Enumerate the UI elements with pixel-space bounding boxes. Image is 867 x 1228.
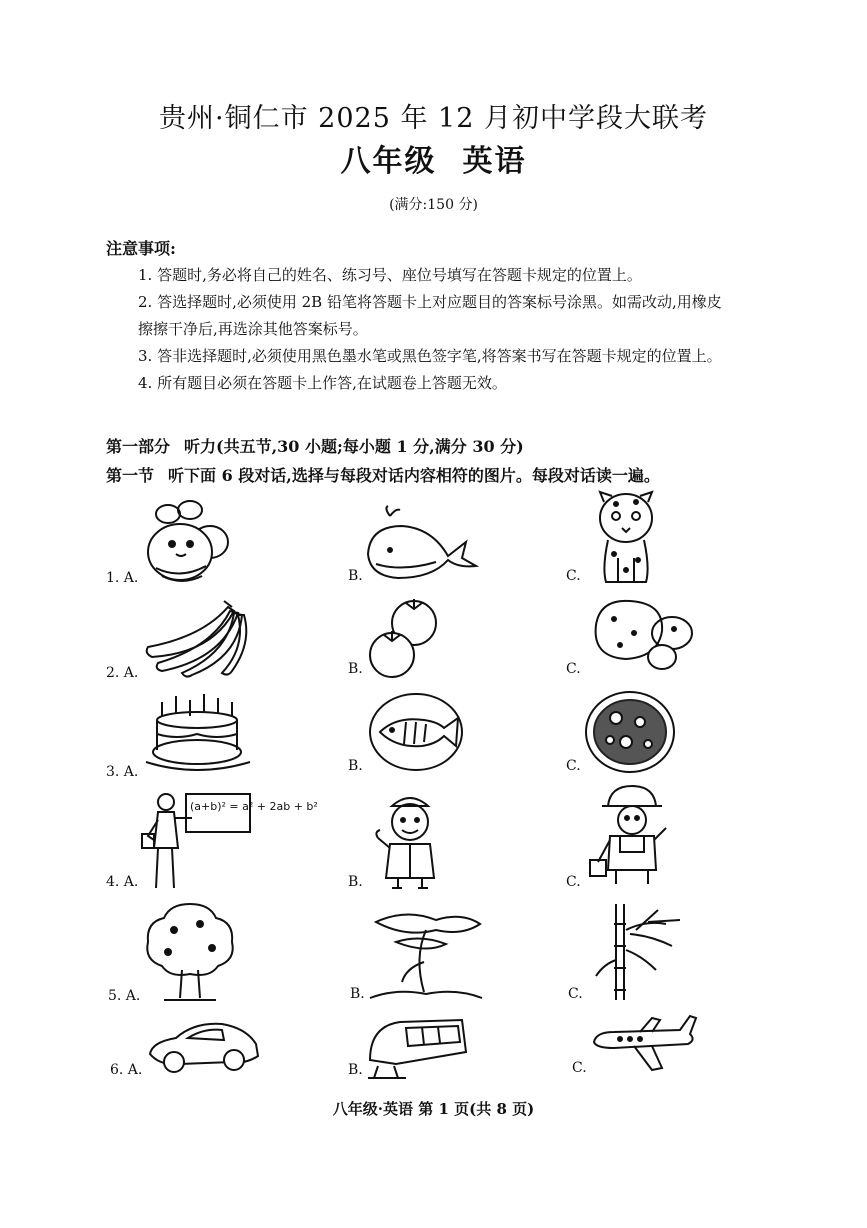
round-tree-icon bbox=[140, 900, 240, 1004]
note-item-2: 2. 答选择题时,必须使用 2B 铅笔将答题卡上对应题目的答案标号涂黑。如需改动,用橡皮 bbox=[138, 293, 722, 311]
q6-option-b bbox=[348, 1012, 488, 1082]
q1-b-label: B. bbox=[348, 568, 363, 584]
q5-a-label: 5. A. bbox=[108, 988, 141, 1004]
q4-b-label: B. bbox=[348, 874, 363, 890]
q2-option-b bbox=[348, 595, 488, 685]
q4-option-c bbox=[566, 782, 706, 892]
bamboo-icon bbox=[586, 900, 686, 1004]
note-item-4: 4. 所有题目必须在答题卡上作答,在试题卷上答题无效。 bbox=[138, 374, 507, 392]
q2-a-label: 2. A. bbox=[106, 665, 139, 681]
bananas-icon bbox=[142, 597, 252, 677]
note-item-2-continued: 擦擦干净后,再选涂其他答案标号。 bbox=[138, 320, 368, 338]
exam-title: 贵州·铜仁市 2025 年 12 月初中学段大联考 bbox=[159, 103, 708, 134]
whale-icon bbox=[362, 506, 482, 586]
q3-option-b bbox=[348, 688, 488, 778]
q1-a-label: 1. A. bbox=[106, 570, 139, 586]
part-description: 听力(共五节,30 小题;每小题 1 分,满分 30 分) bbox=[184, 437, 524, 456]
birthday-cake-icon bbox=[142, 688, 252, 778]
q6-option-c bbox=[566, 1012, 716, 1082]
q2-c-label: C. bbox=[566, 661, 581, 677]
pine-tree-icon bbox=[366, 902, 486, 1006]
q1-option-a bbox=[106, 500, 246, 590]
q5-option-c bbox=[566, 900, 706, 1008]
q5-option-a bbox=[106, 900, 256, 1008]
full-score: (满分:150 分) bbox=[389, 197, 478, 213]
board-formula-text: (a+b)² = a² + 2ab + b² bbox=[190, 800, 318, 813]
q1-option-b bbox=[348, 500, 488, 590]
fish-dish-icon bbox=[366, 690, 466, 774]
potatoes-icon bbox=[586, 595, 696, 675]
subject-label: 英语 bbox=[462, 144, 527, 179]
section-one-heading bbox=[106, 463, 660, 486]
teacher-icon bbox=[140, 788, 318, 892]
train-icon bbox=[366, 1012, 470, 1082]
note-item-1: 1. 答题时,务必将自己的姓名、练习号、座位号填写在答题卡规定的位置上。 bbox=[138, 266, 642, 284]
part-one-heading bbox=[106, 434, 524, 457]
q4-a-label: 4. A. bbox=[106, 874, 139, 890]
worker-icon bbox=[586, 782, 676, 888]
q1-c-label: C. bbox=[566, 568, 581, 584]
q6-option-a bbox=[106, 1012, 266, 1082]
part-label: 第一部分 bbox=[106, 437, 171, 456]
leopard-icon bbox=[586, 488, 666, 588]
q3-option-c bbox=[566, 688, 706, 778]
q6-b-label: B. bbox=[348, 1062, 363, 1078]
section-instruction: 听下面 6 段对话,选择与每段对话内容相符的图片。每段对话读一遍。 bbox=[168, 466, 660, 485]
q2-b-label: B. bbox=[348, 661, 363, 677]
doctor-icon bbox=[370, 792, 450, 892]
q3-option-a bbox=[106, 688, 256, 778]
section-label: 第一节 bbox=[106, 466, 155, 485]
q1-option-c bbox=[566, 488, 706, 588]
tomatoes-icon bbox=[366, 595, 446, 685]
q4-option-b bbox=[348, 788, 488, 892]
q3-b-label: B. bbox=[348, 758, 363, 774]
q6-a-label: 6. A. bbox=[110, 1062, 143, 1078]
notes-heading: 注意事项: bbox=[106, 239, 176, 258]
grade-label: 八年级 bbox=[340, 144, 437, 179]
q2-option-c bbox=[566, 595, 706, 685]
q5-option-b bbox=[348, 900, 488, 1008]
q4-c-label: C. bbox=[566, 874, 581, 890]
bee-icon bbox=[138, 500, 238, 590]
q6-c-label: C. bbox=[572, 1060, 587, 1076]
notes-list bbox=[138, 262, 778, 397]
exam-subtitle bbox=[0, 136, 867, 180]
page-footer: 八年级·英语 第 1 页(共 8 页) bbox=[332, 1100, 535, 1118]
q3-a-label: 3. A. bbox=[106, 764, 139, 780]
q4-option-a bbox=[106, 788, 318, 892]
airplane-icon bbox=[590, 1012, 700, 1076]
q5-c-label: C. bbox=[568, 986, 583, 1002]
stew-bowl-icon bbox=[582, 688, 678, 776]
q2-option-a bbox=[106, 595, 246, 685]
q5-b-label: B. bbox=[350, 986, 365, 1002]
q3-c-label: C. bbox=[566, 758, 581, 774]
car-icon bbox=[146, 1014, 262, 1078]
note-item-3: 3. 答非选择题时,必须使用黑色墨水笔或黑色签字笔,将答案书写在答题卡规定的位置上。 bbox=[138, 347, 722, 365]
